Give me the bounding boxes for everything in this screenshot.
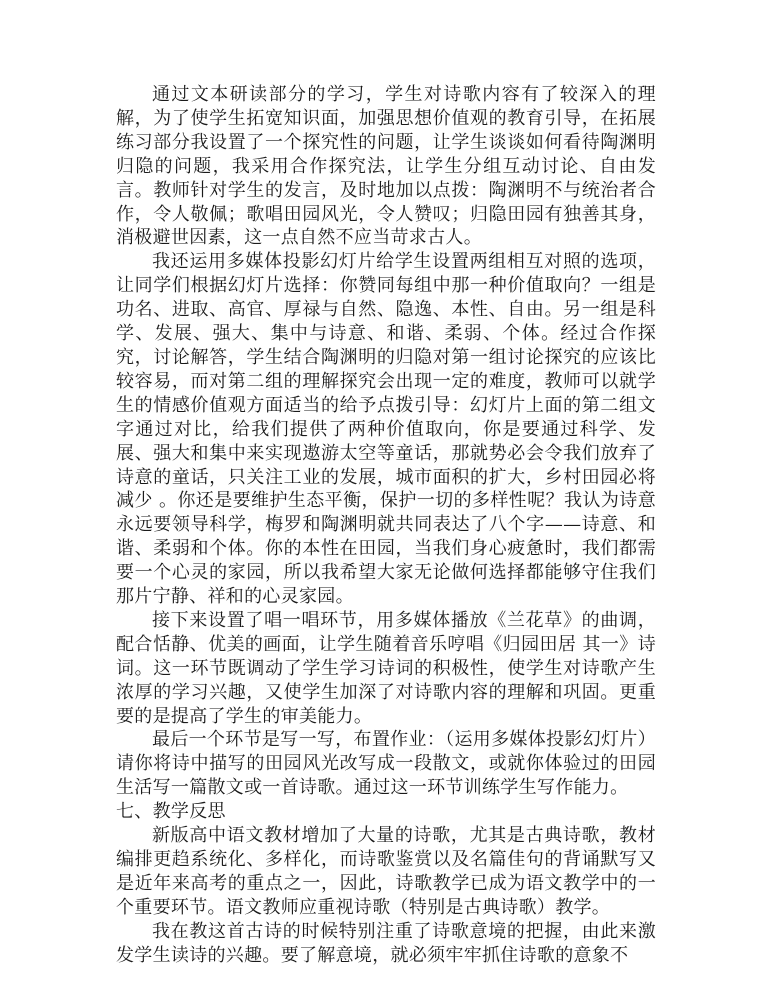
paragraph-reflection-imagery: 我在教这首古诗的时候特别注重了诗歌意境的把握，由此来激发学生读诗的兴趣。要了解意境，就必须牢牢抓住诗歌的意象不: [116, 920, 656, 966]
paragraph-text-study: 通过文本研读部分的学习，学生对诗歌内容有了较深入的理解，为了使学生拓宽知识面，加强思想价值观的教育引导，在拓展练习部分我设置了一个探究性的问题，让学生谈谈如何看待陶渊明归隐的问题，我采用合作探究法，让学生分组互动讨论、自由发言。教师针对学生的发言，及时地加以点拨：陶渊明不与统治者合作，令人敬佩；歌唱田园风光，令人赞叹；归隐田园有独善其身，消极避世因素，这一点自然不应当苛求古人。: [116, 84, 656, 249]
section-heading-teaching-reflection: 七、教学反思: [116, 801, 226, 823]
paragraph-multimedia-options: 我还运用多媒体投影幻灯片给学生设置两组相互对照的选项，让同学们根据幻灯片选择：你赞同每组中那一种价值取向？一组是功名、进取、高官、厚禄与自然、隐逸、本性、自由。另一组是科学、发展、强大、集中与诗意、和谐、柔弱、个体。经过合作探究，讨论解答，学生结合陶渊明的归隐对第一组讨论探究的应该比较容易，而对第二组的理解探究会出现一定的难度，教师可以就学生的情感价值观方面适当的给予点拨引导：幻灯片上面的第二组文字通过对比，给我们提供了两种价值取向，你是要通过科学、发展、强大和集中来实现遨游太空等童话，那就势必会令我们放弃了诗意的童话，只关注工业的发展，城市面积的扩大，乡村田园必将减少 。你还是要维护生态平衡，保护一切的多样性呢？我认为诗意永远要领导科学，梅罗和陶渊明就共同表达了八个字——诗意、和谐、柔弱和个体。你的本性在田园，当我们身心疲惫时，我们都需要一个心灵的家园，所以我希望大家无论做何选择都能够守住我们那片宁静、祥和的心灵家园。: [116, 251, 656, 608]
paragraph-reflection-textbook: 新版高中语文教材增加了大量的诗歌，尤其是古典诗歌，教材编排更趋系统化、多样化，而诗歌鉴赏以及名篇佳句的背诵默写又是近年来高考的重点之一，因此，诗歌教学已成为语文教学中的一个重要环节。语文教师应重视诗歌（特别是古典诗歌）教学。: [116, 825, 656, 918]
paragraph-singing-activity: 接下来设置了唱一唱环节，用多媒体播放《兰花草》的曲调，配合恬静、优美的画面，让学生随着音乐哼唱《归园田居 其一》诗词。这一环节既调动了学生学习诗词的积极性，使学生对诗歌产生浓厚的学习兴趣，又使学生加深了对诗歌内容的理解和巩固。更重要的是提高了学生的审美能力。: [116, 609, 656, 727]
paragraph-writing-homework: 最后一个环节是写一写，布置作业：（运用多媒体投影幻灯片）请你将诗中描写的田园风光改写成一段散文，或就你体验过的田园生活写一篇散文或一首诗歌。通过这一环节训练学生写作能力。: [116, 729, 656, 799]
document-page: [116, 83, 656, 968]
